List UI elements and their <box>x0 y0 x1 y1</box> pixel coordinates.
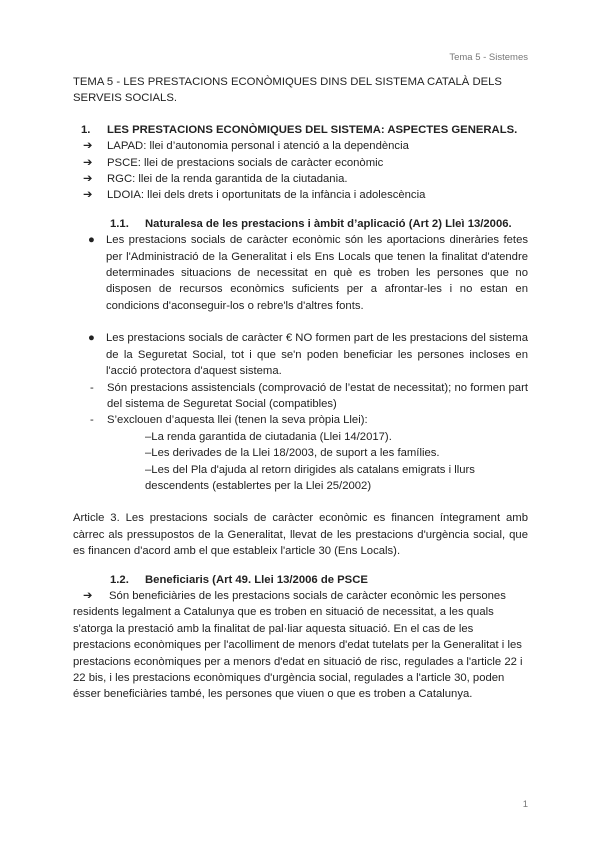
section-title: LES PRESTACIONS ECONÒMIQUES DEL SISTEMA: ASPECTES GENERALS. <box>107 123 518 136</box>
subsection-heading <box>110 572 528 588</box>
dash-item: - S’exclouen d’aquesta llei (tenen la seva pròpia Llei): <box>90 412 528 428</box>
list-item: ➔ LDOIA: llei dels drets i oportunitats de la infància i adolescència <box>83 187 528 203</box>
subsection-number: 1.1. <box>110 217 129 230</box>
section-number: 1. <box>81 123 91 136</box>
subsection-title: Beneficiaris (Art 49. Llei 13/2006 de PSCE <box>145 573 368 586</box>
arrow-icon: ➔ <box>83 173 93 186</box>
arrow-icon: ➔ <box>83 156 93 169</box>
arrow-icon: ➔ <box>83 589 93 602</box>
bullet-paragraph: ● Les prestacions socials de caràcter € NO formen part de les prestacions del sistema de la Seguretat Social, tot i que se'n poden beneficiar les persones incloses en l'acció protectora d'aquest sistema. <box>73 330 528 379</box>
arrow-paragraph: ➔ Són beneficiàries de les prestacions socials de caràcter econòmic les persones <box>83 588 528 604</box>
dash-icon: - <box>90 414 94 427</box>
list-item: ➔ RGC: llei de la renda garantida de la ciutadania. <box>83 171 528 187</box>
subsection-heading <box>110 216 528 232</box>
list-item: –Les del Pla d'ajuda al retorn dirigides als catalans emigrats i llurs descendents (establertes per la Llei 25/2002) <box>145 463 475 492</box>
arrow-icon: ➔ <box>83 140 93 153</box>
arrow-icon: ➔ <box>83 189 93 202</box>
section-heading <box>81 122 528 138</box>
subsection-number: 1.2. <box>110 573 129 586</box>
list-item: –La renda garantida de ciutadania (Llei 14/2017). <box>145 430 392 443</box>
document-title: TEMA 5 - LES PRESTACIONS ECONÒMIQUES DINS DEL SISTEMA CATALÀ DELS SERVEIS SOCIALS. <box>73 76 502 105</box>
page-number: 1 <box>522 799 528 810</box>
document-body <box>73 74 528 703</box>
bullet-icon: ● <box>88 234 95 247</box>
beneficiaries-paragraph: residents legalment a Catalunya que es troben en situació de necessitat, a les quals s'atorga la prestació amb la finalitat de pal·liar aquesta situació. En el cas de les prestacions econòmiques per l'acolliment de menors d'edat tutelats per la Generalitat i les prestacions econòmiques per a menors d'edat en situació de risc, regulades a l'article 22 i 22 bis, i les prestacions econòmiques d'urgència social, regulades a l'article 30, poden ésser beneficiàries també, les persones que viuen o que es troben a Catalunya. <box>73 606 523 701</box>
subsection-title: Naturalesa de les prestacions i àmbit d’aplicació (Art 2) Lleì 13/2006. <box>145 217 512 230</box>
list-item: –Les derivades de la Llei 18/2003, de suport a les famílies. <box>145 447 440 460</box>
list-item: ➔ PSCE: llei de prestacions socials de caràcter econòmic <box>83 155 528 171</box>
acronym-list <box>73 138 528 204</box>
dash-item: - Són prestacions assistencials (comprovació de l’estat de necessitat); no formen part del sistema de Seguretat Social (compatibles) <box>90 380 528 413</box>
article-3-paragraph: Article 3. Les prestacions socials de caràcter econòmic es financen íntegrament amb càrrec als pressupostos de la Generalitat, llevat de les prestacions d'urgència social, que es financen d'acord amb el que estableix l'article 30 (Ens Locals). <box>73 512 528 558</box>
bullet-icon: ● <box>88 332 95 345</box>
list-item: ➔ LAPAD: llei d’autonomia personal i atenció a la dependència <box>83 138 528 154</box>
running-header: Tema 5 - Sistemes <box>449 52 528 63</box>
exclusion-list <box>145 429 528 495</box>
bullet-paragraph: ● Les prestacions socials de caràcter econòmic són les aportacions dineràries fetes per l'Administració de la Generalitat i els Ens Locals que tenen la finalitat d'atendre determinades situacions de necessitat en què es troben les persones que no disposen de recursos econòmics suficients per a afrontar-les i no estan en condicions d'aconseguir-los o rebre'ls d'altres fonts. <box>73 232 528 314</box>
dash-icon: - <box>90 381 94 394</box>
